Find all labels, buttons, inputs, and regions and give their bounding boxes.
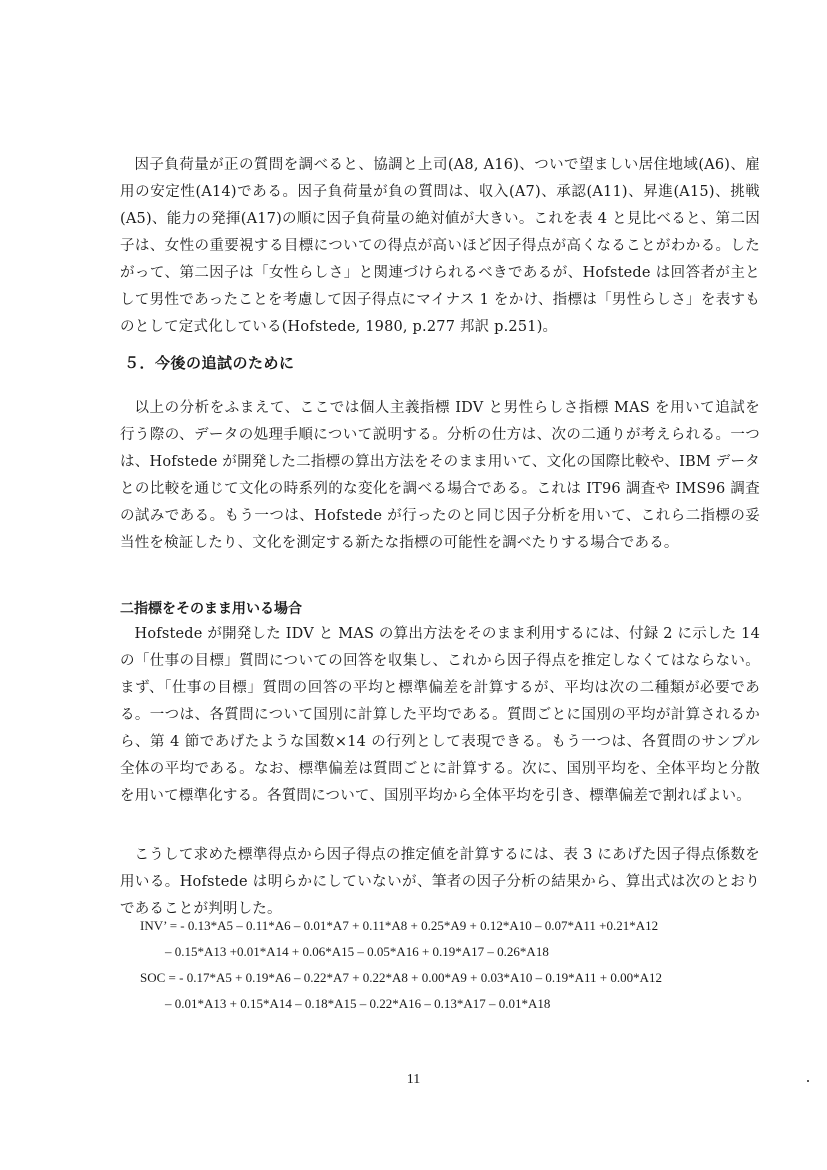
paragraph-factor-loadings: 因子負荷量が正の質問を調べると、協調と上司(A8, A16)、ついで望ましい居住地域(A6)、雇用の安定性(A14)である。因子負荷量が負の質問は、収入(A7)、承認(A11)、昇進(A15)、挑戦(A5)、能力の発揮(A17)の順に因子負荷量の絶対値が大きい。これを表 4 と見比べると、第二因子は、女性の重要視する目標についての得点が高いほど因子得点が高くなることがわかる。したがって、第二因子は「女性らしさ」と関連づけられるべきであるが、Hofstede は回答者が主として男性であったことを考慮して因子得点にマイナス 1 をかけ、指標は「男性らしさ」を表すものとして定式化している(Hofstede, 1980, p.277 邦訳 p.251)。 xyxy=(120,157,760,335)
formula-soc-line-1: SOC = - 0.17*A5 + 0.19*A6 – 0.22*A7 + 0.22*A8 + 0.00*A9 + 0.03*A10 – 0.19*A11 + 0.00*A12 xyxy=(140,970,662,985)
paragraph-factor-score: こうして求めた標準得点から因子得点の推定値を計算するには、表 3 にあげた因子得点係数を用いる。Hofstede は明らかにしていないが、筆者の因子分析の結果から、算出式は次のとおりであることが判明した。 xyxy=(120,847,760,917)
section-heading: ５．今後の追試のために xyxy=(124,354,295,372)
paragraph-calculation-method: Hofstede が開発した IDV と MAS の算出方法をそのまま利用するには、付録 2 に示した 14 の「仕事の目標」質問についての回答を収集し、これから因子得点を推定しなくてはならない。まず、「仕事の目標」質問の回答の平均と標準偏差を計算するが、平均は次の二種類が必要である。一つは、各質問について国別に計算した平均である。質問ごとに国別の平均が計算されるから、第 4 節であげたような国数×14 の行列として表現できる。もう一つは、各質問のサンプル全体の平均である。なお、標準偏差は質問ごとに計算する。次に、国別平均を、全体平均と分散を用いて標準化する。各質問について、国別平均から全体平均を引き、標準偏差で割ればよい。 xyxy=(120,626,760,804)
subsection-heading: 二指標をそのまま用いる場合 xyxy=(120,601,302,617)
paragraph-follow-up-analysis: 以上の分析をふまえて、ここでは個人主義指標 IDV と男性らしさ指標 MAS を用いて追試を行う際の、データの処理手順について説明する。分析の仕方は、次の二通りが考えられる。一つは、Hofstede が開発した二指標の算出方法をそのまま用いて、文化の国際比較や、IBM データとの比較を通じて文化の時系列的な変化を調べる場合である。これは IT96 調査や IMS96 調査の試みである。もう一つは、Hofstede が行ったのと同じ因子分析を用いて、これら二指標の妥当性を検証したり、文化を測定する新たな指標の可能性を調べたりする場合である。 xyxy=(120,400,760,551)
formula-soc-line-2: – 0.01*A13 + 0.15*A14 – 0.18*A15 – 0.22*A16 – 0.13*A17 – 0.01*A18 xyxy=(165,996,551,1011)
formula-inv-line-2: – 0.15*A13 +0.01*A14 + 0.06*A15 – 0.05*A16 + 0.19*A17 – 0.26*A18 xyxy=(165,944,549,959)
page-number: 11 xyxy=(406,1072,421,1087)
formula-inv-line-1: INV’ = - 0.13*A5 – 0.11*A6 – 0.01*A7 + 0.11*A8 + 0.25*A9 + 0.12*A10 – 0.07*A11 +0.21*A12 xyxy=(140,918,659,933)
scan-mark xyxy=(807,1080,809,1082)
